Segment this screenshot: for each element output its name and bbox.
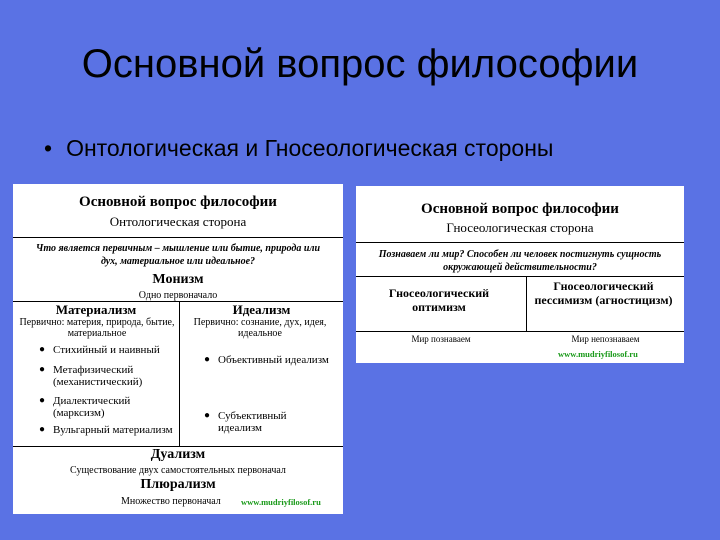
ontology-question: Что является первичным – мышление или бытие, природа или дух, материальное или идеальное?: [35, 243, 321, 267]
list-item: ● Диалектический (марксизм): [39, 395, 131, 419]
divider: [356, 276, 684, 277]
pluralism-note: Множество первоначал: [121, 496, 221, 507]
pluralism-title: Плюрализм: [140, 477, 216, 492]
list-item: ● Метафизический (механистический): [39, 364, 143, 388]
watermark: www.mudriyfilosof.ru: [558, 349, 638, 359]
bullet-icon: ●: [39, 344, 46, 355]
bullet-icon: ●: [204, 354, 211, 365]
list-item: ● Вульгарный материализм: [39, 424, 173, 436]
divider: [13, 237, 343, 238]
list-item: ● Субъективный идеализм: [204, 410, 287, 434]
watermark: www.mudriyfilosof.ru: [241, 497, 321, 507]
divider: [356, 242, 684, 243]
gnoseology-card: [356, 186, 684, 363]
gnoseology-card-subtitle: Гносеологическая сторона: [446, 220, 594, 235]
optimism-note: Мир познаваем: [411, 334, 471, 344]
divider: [179, 301, 180, 446]
list-item: ● Объективный идеализм: [204, 354, 329, 366]
bullet-dot-icon: •: [44, 135, 53, 161]
ontology-card: [13, 184, 343, 514]
dualism-title: Дуализм: [150, 447, 206, 462]
bullet-icon: ●: [204, 410, 211, 421]
materialism-desc: Первично: материя, природа, бытие, материальное: [19, 317, 175, 339]
materialism-title: Материализм: [55, 302, 137, 317]
bullet-icon: ●: [39, 424, 46, 435]
divider: [356, 331, 684, 332]
ontology-card-subtitle: Онтологическая сторона: [109, 214, 247, 229]
ontology-card-title: Основной вопрос философии: [79, 194, 277, 210]
idealism-desc: Первично: сознание, дух, идея, идеальное: [193, 317, 327, 339]
monism-note: Одно первоначало: [138, 290, 218, 301]
dualism-note: Существование двух самостоятельных первоначал: [70, 465, 286, 476]
monism-title: Монизм: [152, 272, 204, 287]
gnoseology-card-title: Основной вопрос философии: [421, 201, 619, 217]
list-item: ● Стихийный и наивный: [39, 344, 160, 356]
bullet-icon: ●: [39, 395, 46, 406]
idealism-title: Идеализм: [232, 302, 291, 317]
divider: [526, 276, 527, 331]
gnoseology-question: Познаваем ли мир? Способен ли человек постигнуть сущность окружающей действительности?: [378, 249, 662, 273]
pessimism-title: Гносеологический пессимизм (агностицизм): [534, 279, 673, 307]
bullet-text: Онтологическая и Гносеологическая стороны: [66, 135, 554, 161]
bullet-icon: ●: [39, 364, 46, 375]
slide-title: Основной вопрос философии: [81, 42, 639, 86]
bullet-line: [44, 135, 553, 162]
optimism-title: Гносеологический оптимизм: [388, 286, 490, 314]
pessimism-note: Мир непознаваем: [571, 334, 640, 344]
